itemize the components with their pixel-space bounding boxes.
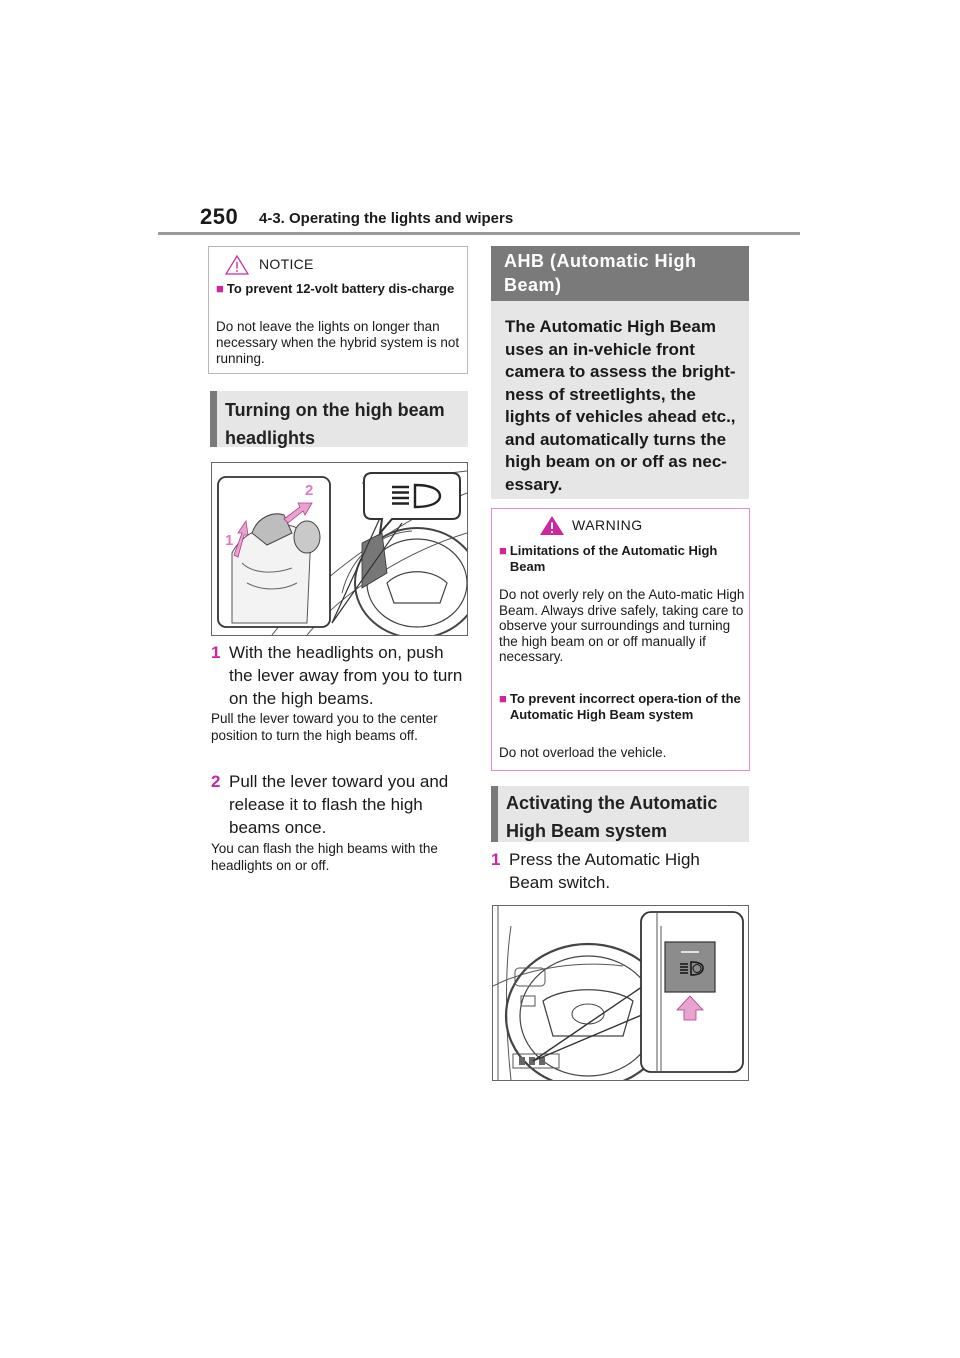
- bullet-square-icon: ■: [499, 543, 507, 558]
- warning-subheading-2-text: To prevent incorrect opera-tion of the Automatic High Beam system: [509, 691, 741, 722]
- header-rule: [158, 232, 800, 235]
- lever-drawing: [212, 463, 467, 635]
- warning-subheading-2: [499, 691, 745, 723]
- notice-subheading: [216, 281, 464, 297]
- notice-subheading-text: To prevent 12-volt battery dis-charge: [226, 281, 455, 296]
- section-title: 4-3. Operating the lights and wipers: [259, 210, 514, 227]
- bullet-square-icon: ■: [499, 691, 507, 706]
- warning-triangle-icon: [225, 255, 249, 275]
- activating-heading-line2: High Beam system: [506, 821, 668, 841]
- warning-label: WARNING: [572, 517, 643, 533]
- warning-triangle-icon: [539, 515, 565, 536]
- ahb-heading-line1: AHB (Automatic High: [504, 251, 697, 271]
- figure-label-1: 1: [225, 532, 234, 549]
- ahb-switch-drawing: [493, 906, 748, 1080]
- notice-body: Do not leave the lights on longer than necessary when the hybrid system is not running.: [216, 319, 460, 366]
- notice-header: [209, 253, 467, 275]
- ahb-intro-text: The Automatic High Beam uses an in-vehicle front camera to assess the bright-ness of streetlights, the lights of vehicles ahead etc., and automatically turns the high beam on or off as nec-essary.: [505, 317, 736, 494]
- activating-heading-line1: Activating the Automatic: [506, 793, 718, 813]
- step-text: Pull the lever toward you and release it to flash the high beams once.: [229, 772, 449, 837]
- step-text: With the headlights on, push the lever away from you to turn on the high beams.: [229, 643, 463, 708]
- bullet-square-icon: ■: [216, 281, 224, 296]
- warning-subheading-1-text: Limitations of the Automatic High Beam: [509, 543, 718, 574]
- step-number: 1: [211, 643, 221, 662]
- warning-box: [491, 508, 750, 771]
- step-number: 1: [491, 850, 501, 869]
- ahb-switch-illustration: [492, 905, 749, 1081]
- figure-label-2: 2: [305, 482, 314, 499]
- ahb-heading-line2: Beam): [504, 275, 562, 295]
- warning-body-1: Do not overly rely on the Auto-matic High Beam. Always drive safely, taking care to observe your surroundings and turning the high beam on or off manually if necessary.: [499, 587, 745, 664]
- activating-heading: [491, 786, 749, 842]
- step-1-push-lever: [211, 641, 466, 710]
- high-beam-heading: [210, 391, 468, 447]
- lever-illustration: [211, 462, 468, 636]
- ahb-intro: [491, 301, 749, 499]
- step-text: Press the Automatic High Beam switch.: [509, 850, 700, 892]
- high-beam-heading-line2: headlights: [225, 428, 316, 448]
- step-1-press-switch: [491, 848, 746, 894]
- notice-label: NOTICE: [259, 256, 314, 272]
- step-2-flash: [211, 770, 466, 839]
- step-2-note: You can flash the high beams with the headlights on or off.: [211, 841, 438, 873]
- notice-box: [208, 246, 468, 374]
- warning-body-2: Do not overload the vehicle.: [499, 745, 667, 760]
- ahb-heading: [491, 246, 749, 301]
- step-number: 2: [211, 772, 221, 791]
- page-number: 250: [200, 204, 239, 229]
- high-beam-heading-line1: Turning on the high beam: [225, 400, 445, 420]
- warning-subheading-1: [499, 543, 745, 575]
- step-1-note: Pull the lever toward you to the center position to turn the high beams off.: [211, 711, 438, 743]
